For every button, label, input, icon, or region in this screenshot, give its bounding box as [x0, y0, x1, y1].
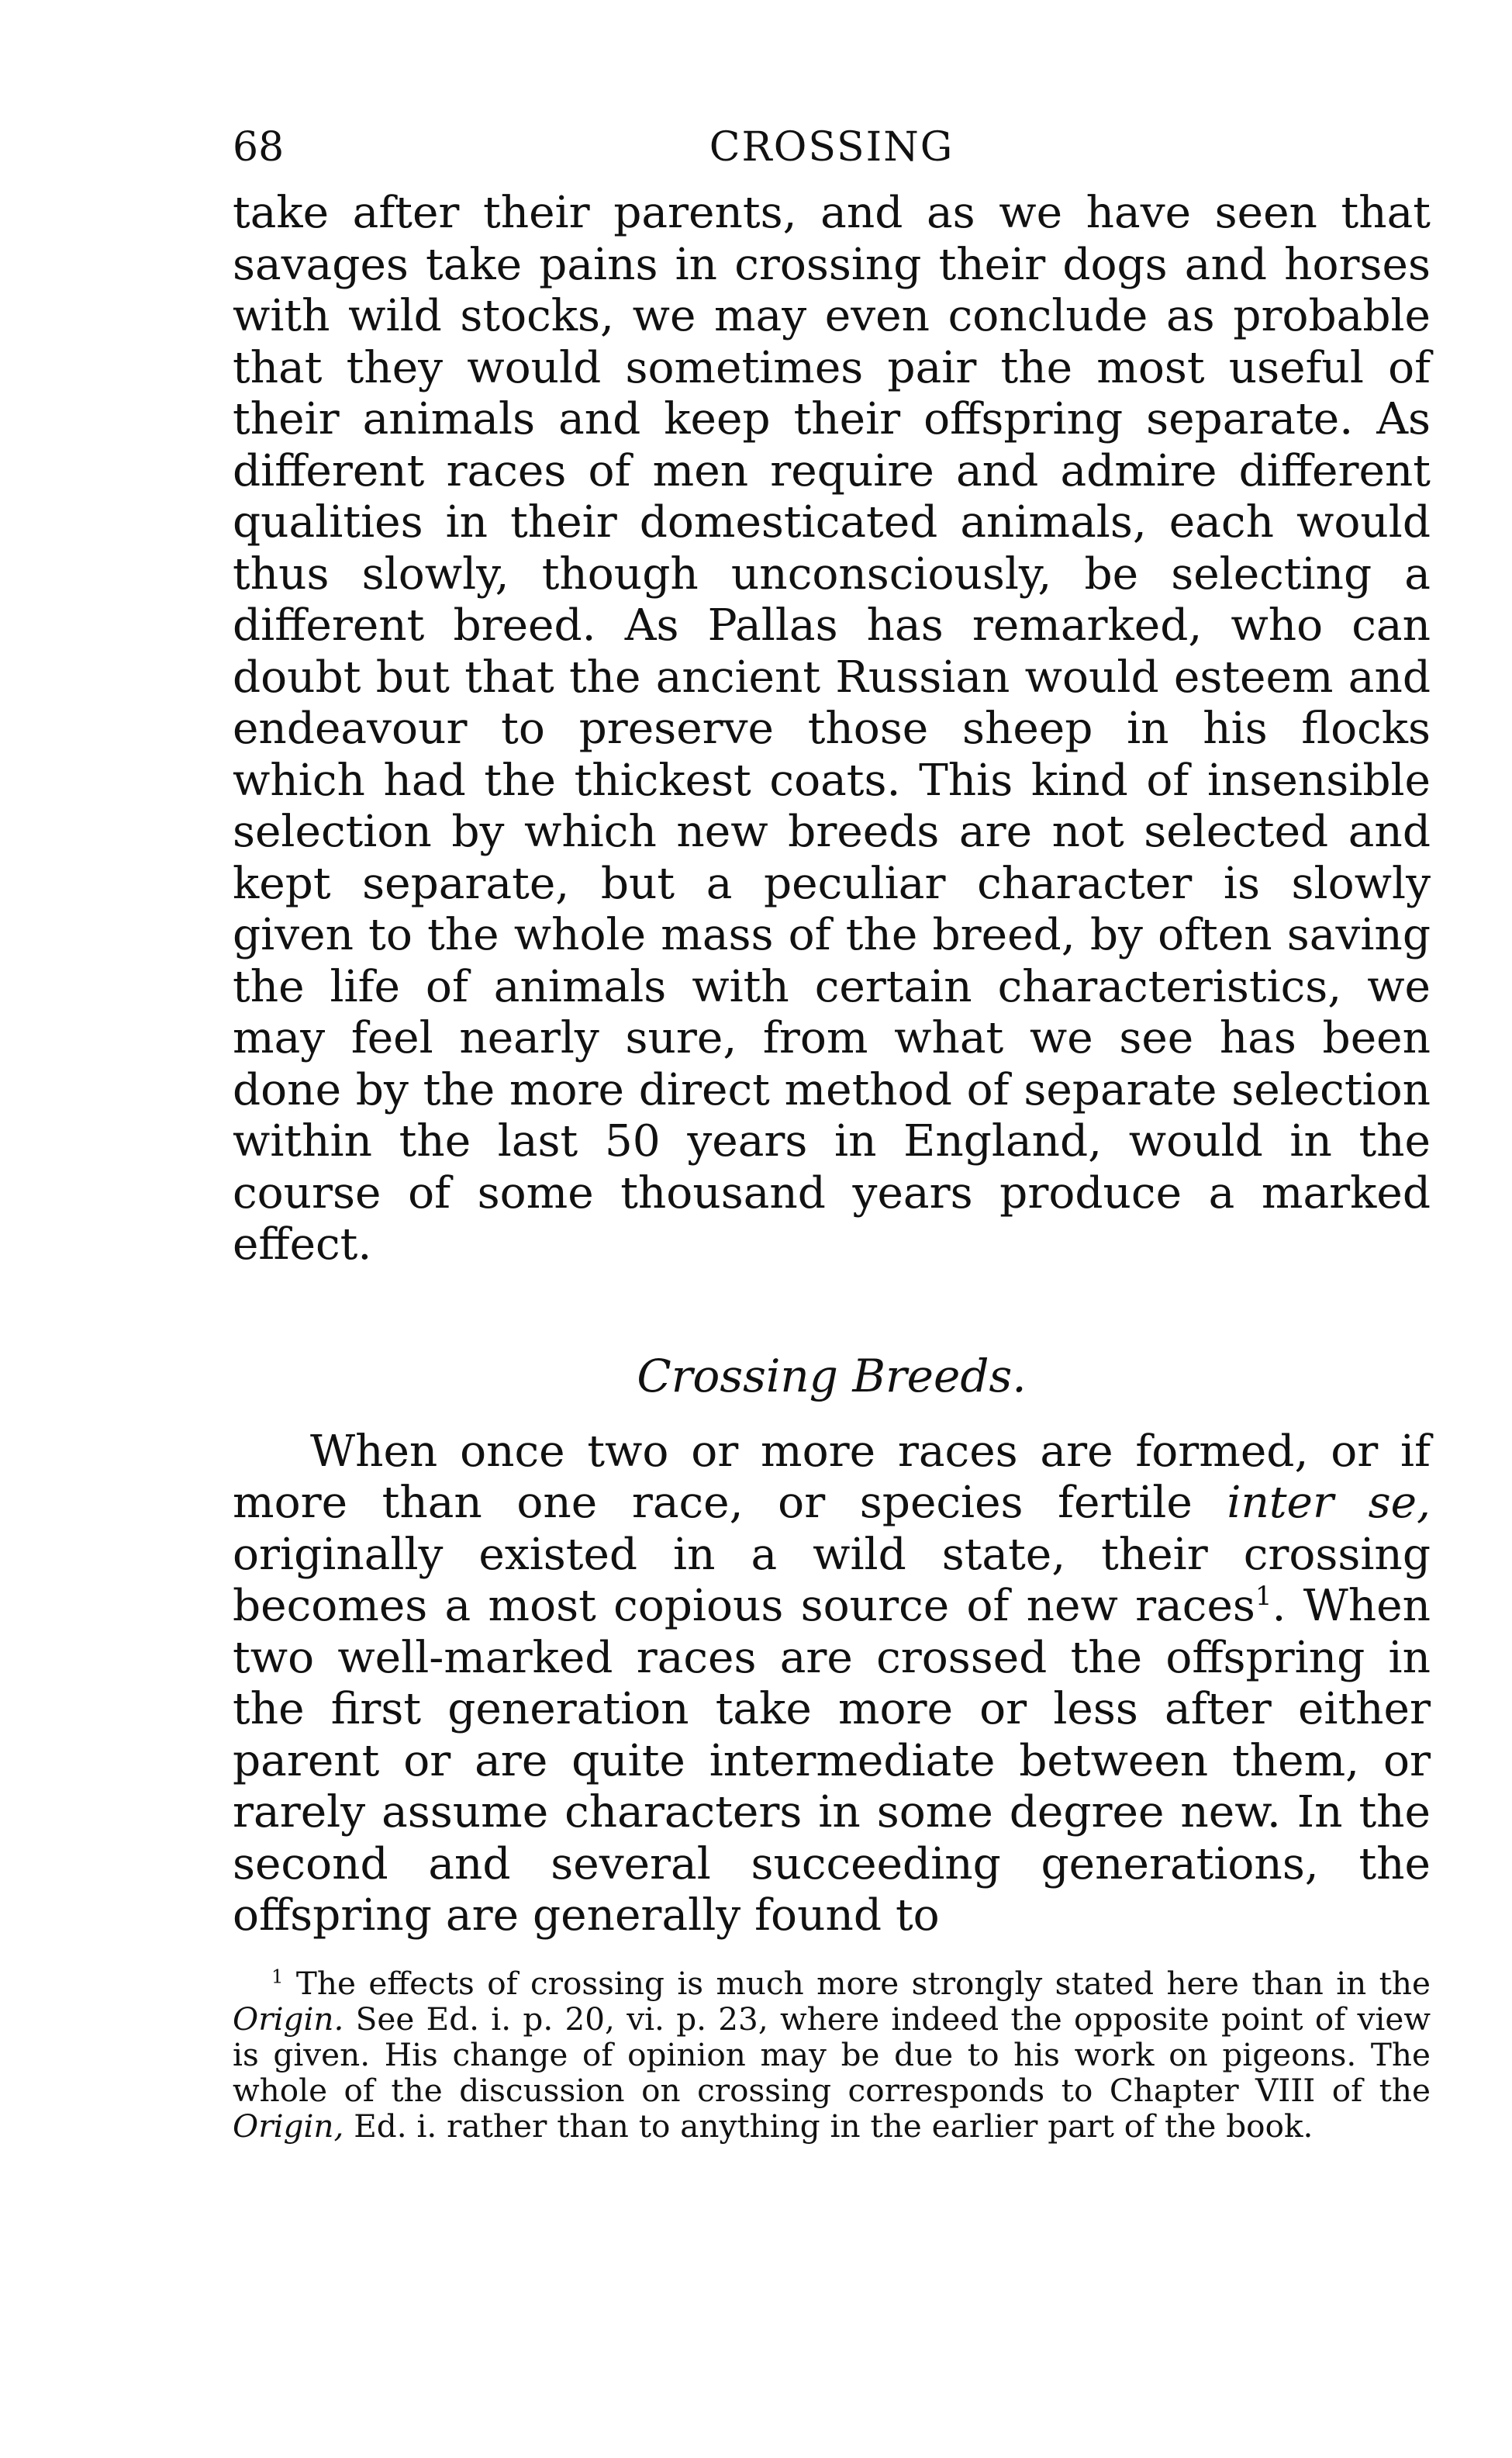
section-heading: Crossing Breeds. — [637, 1349, 1027, 1402]
running-title: CROSSING — [709, 124, 954, 171]
paragraph-2 — [233, 1426, 1431, 1942]
footnote-italic-origin-2: Origin, — [233, 2107, 344, 2145]
footnote-1 — [233, 1965, 1431, 2144]
paragraph-2-text-2: originally existed in a wild state, their crossing becomes a most copious source of new races — [233, 1529, 1431, 1631]
footnote-text-3: Ed. i. rather than to anything in the earlier part of the book. — [343, 2107, 1314, 2145]
page — [233, 116, 1431, 2144]
paragraph-1: take after their parents, and as we have seen that savages take pains in crossing their dogs and horses with wild stocks, we may even conclude as probable that they would sometimes pair the most useful of their animals and keep their offspring separate. As different races of men require and admire different qualities in their domesticated animals, each would thus slowly, though unconsciously, be selecting a different breed. As Pallas has remarked, who can doubt but that the ancient Russian would esteem and endeavour to preserve those sheep in his flocks which had the thickest coats. This kind of insensible selection by which new breeds are not selected and kept separate, but a peculiar character is slowly given to the whole mass of the breed, by often saving the life of animals with certain characteristics, we may feel nearly sure, from what we see has been done by the more direct method of separate selection within the last 50 years in England, would in the course of some thousand years produce a marked effect. — [233, 188, 1431, 1270]
footnote-reference: 1 — [1255, 1581, 1272, 1612]
paragraph-2-text-1: When once two or more races are formed, or if more than one race, or species fertile — [233, 1426, 1431, 1528]
footnotes — [233, 1965, 1431, 2144]
footnote-italic-origin-1: Origin. — [233, 2000, 344, 2038]
running-head — [233, 116, 1431, 178]
footnote-marker: 1 — [271, 1965, 284, 1987]
footnote-text-1: The effects of crossing is much more strongly stated here than in the — [283, 1964, 1431, 2002]
page-number: 68 — [233, 124, 285, 171]
paragraph-2-text-3: . When two well-marked races are crossed the offspring in the first generation take more or less after either parent or are quite intermediate between them, or rarely assume characters in some degree new. In the second and several succeeding generations, the offspring are generally found to — [233, 1581, 1431, 1941]
body-text — [233, 188, 1431, 1942]
paragraph-2-italic-inter-se: inter se, — [1227, 1478, 1431, 1528]
footnote-text-2: See Ed. i. p. 20, vi. p. 23, where indeed the opposite point of view is given. His change of opinion may be due to his work on pigeons. The whole of the discussion on crossing corresponds to Chapter VIII of the — [233, 2000, 1431, 2109]
